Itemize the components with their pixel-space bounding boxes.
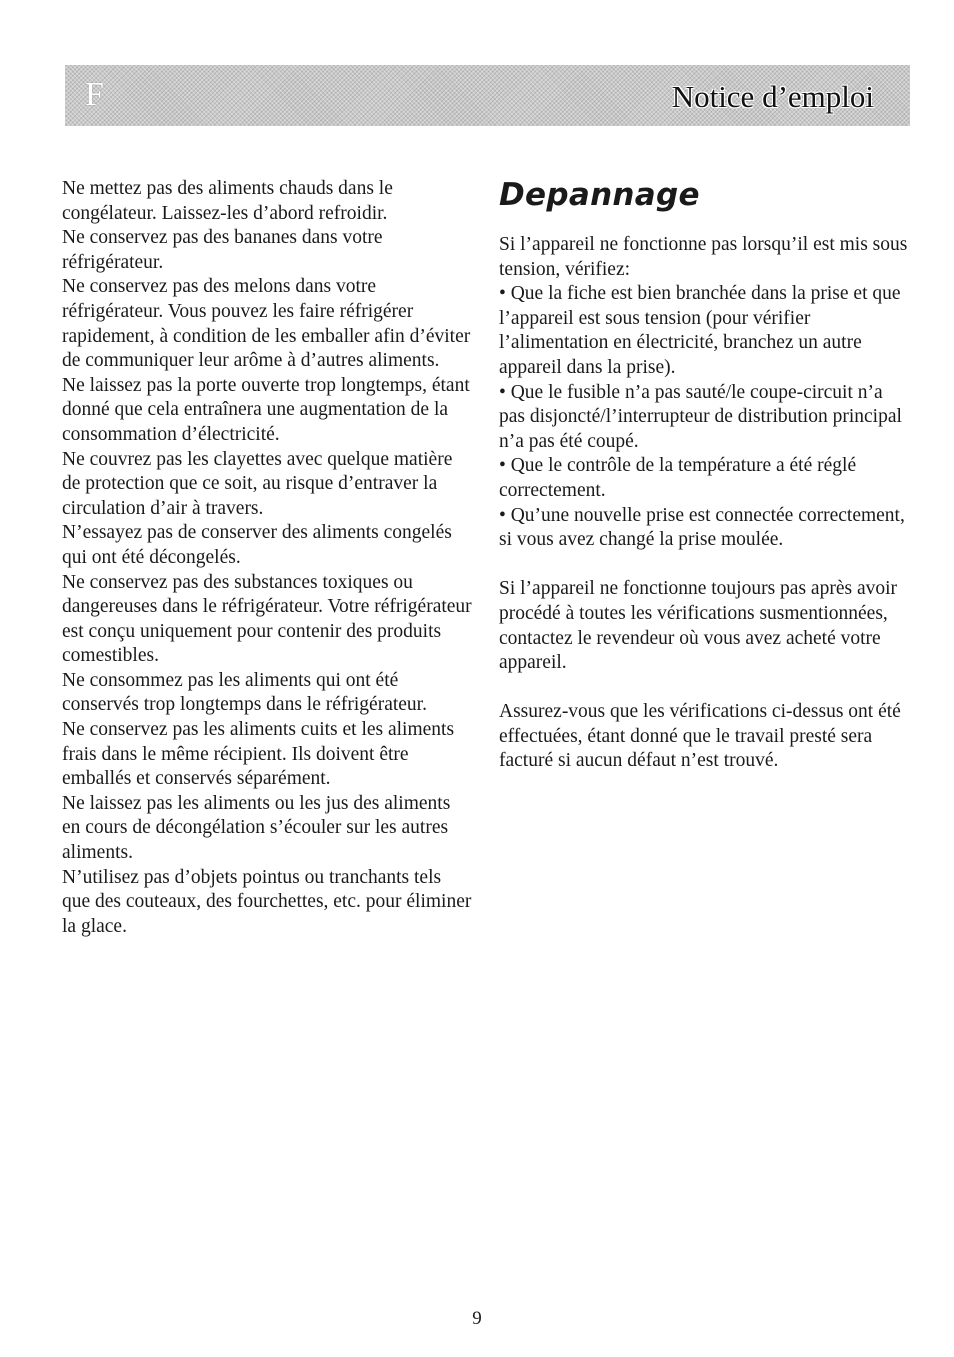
section-title: Depannage <box>499 177 700 213</box>
billing-notice-text: Assurez-vous que les vérifications ci-dessus ont été effectuées, étant donné que le travail presté sera facturé si aucun défaut n’est trouvé. <box>499 701 901 772</box>
troubleshoot-intro: Si l’appareil ne fonctionne pas lorsqu’il est mis sous tension, vérifiez: <box>499 234 908 280</box>
left-column <box>62 177 472 939</box>
instruction-paragraph: Ne conservez pas des melons dans votre réfrigérateur. Vous pouvez les faire réfrigérer rapidement, à condition de les emballer afin d’éviter de communiquer leur arôme à d’autres aliments. <box>62 276 471 372</box>
instruction-paragraph: Ne laissez pas les aliments ou les jus des aliments en cours de décongélation s’écouler sur les autres aliments. <box>62 792 451 864</box>
instruction-paragraph: Ne consommez pas les aliments qui ont été conservés trop longtemps dans le réfrigérateur. <box>62 669 427 716</box>
language-code: F <box>85 76 104 113</box>
instruction-paragraph: Ne mettez pas des aliments chauds dans le congélateur. Laissez-les d’abord refroidir. <box>62 178 393 224</box>
troubleshoot-check: • Qu’une nouvelle prise est connectée correctement, si vous avez changé la prise moulée. <box>499 504 905 551</box>
instruction-paragraph: N’essayez pas de conserver des aliments congelés qui ont été décongelés. <box>62 522 452 568</box>
instruction-paragraph: N’utilisez pas d’objets pointus ou tranchants tels que des couteaux, des fourchettes, etc. pour éliminer la glace. <box>62 866 472 937</box>
troubleshoot-check: • Que la fiche est bien branchée dans la prise et que l’appareil est sous tension (pour vérifier l’alimentation en électricité, branchez un autre appareil dans la prise). <box>499 283 901 378</box>
instruction-paragraph: Ne conservez pas les aliments cuits et les aliments frais dans le même récipient. Ils doivent être emballés et conservés séparément. <box>62 719 455 790</box>
troubleshoot-check: • Que le contrôle de la température a été réglé correctement. <box>499 455 857 501</box>
instruction-paragraph: Ne laissez pas la porte ouverte trop longtemps, étant donné que cela entraînera une augmentation de la consommation d’électricité. <box>62 374 470 445</box>
right-column <box>499 177 911 774</box>
header-banner <box>65 65 910 126</box>
header-title: Notice d’emploi <box>671 79 874 114</box>
instruction-paragraph: Ne conservez pas des substances toxiques ou dangereuses dans le réfrigérateur. Votre réfrigérateur est conçu uniquement pour contenir des produits comestibles. <box>62 571 472 667</box>
instruction-paragraph: Ne conservez pas des bananes dans votre réfrigérateur. <box>62 227 383 273</box>
troubleshoot-check: • Que le fusible n’a pas sauté/le coupe-circuit n’a pas disjoncté/l’interrupteur de distribution principal n’a pas été coupé. <box>499 381 902 452</box>
instruction-paragraph: Ne couvrez pas les clayettes avec quelque matière de protection que ce soit, au risque d’entraver la circulation d’air à travers. <box>62 448 453 519</box>
page-number: 9 <box>472 1308 482 1329</box>
contact-dealer-text: Si l’appareil ne fonctionne toujours pas après avoir procédé à toutes les vérifications susmentionnées, contactez le revendeur où vous avez acheté votre appareil. <box>499 578 898 674</box>
